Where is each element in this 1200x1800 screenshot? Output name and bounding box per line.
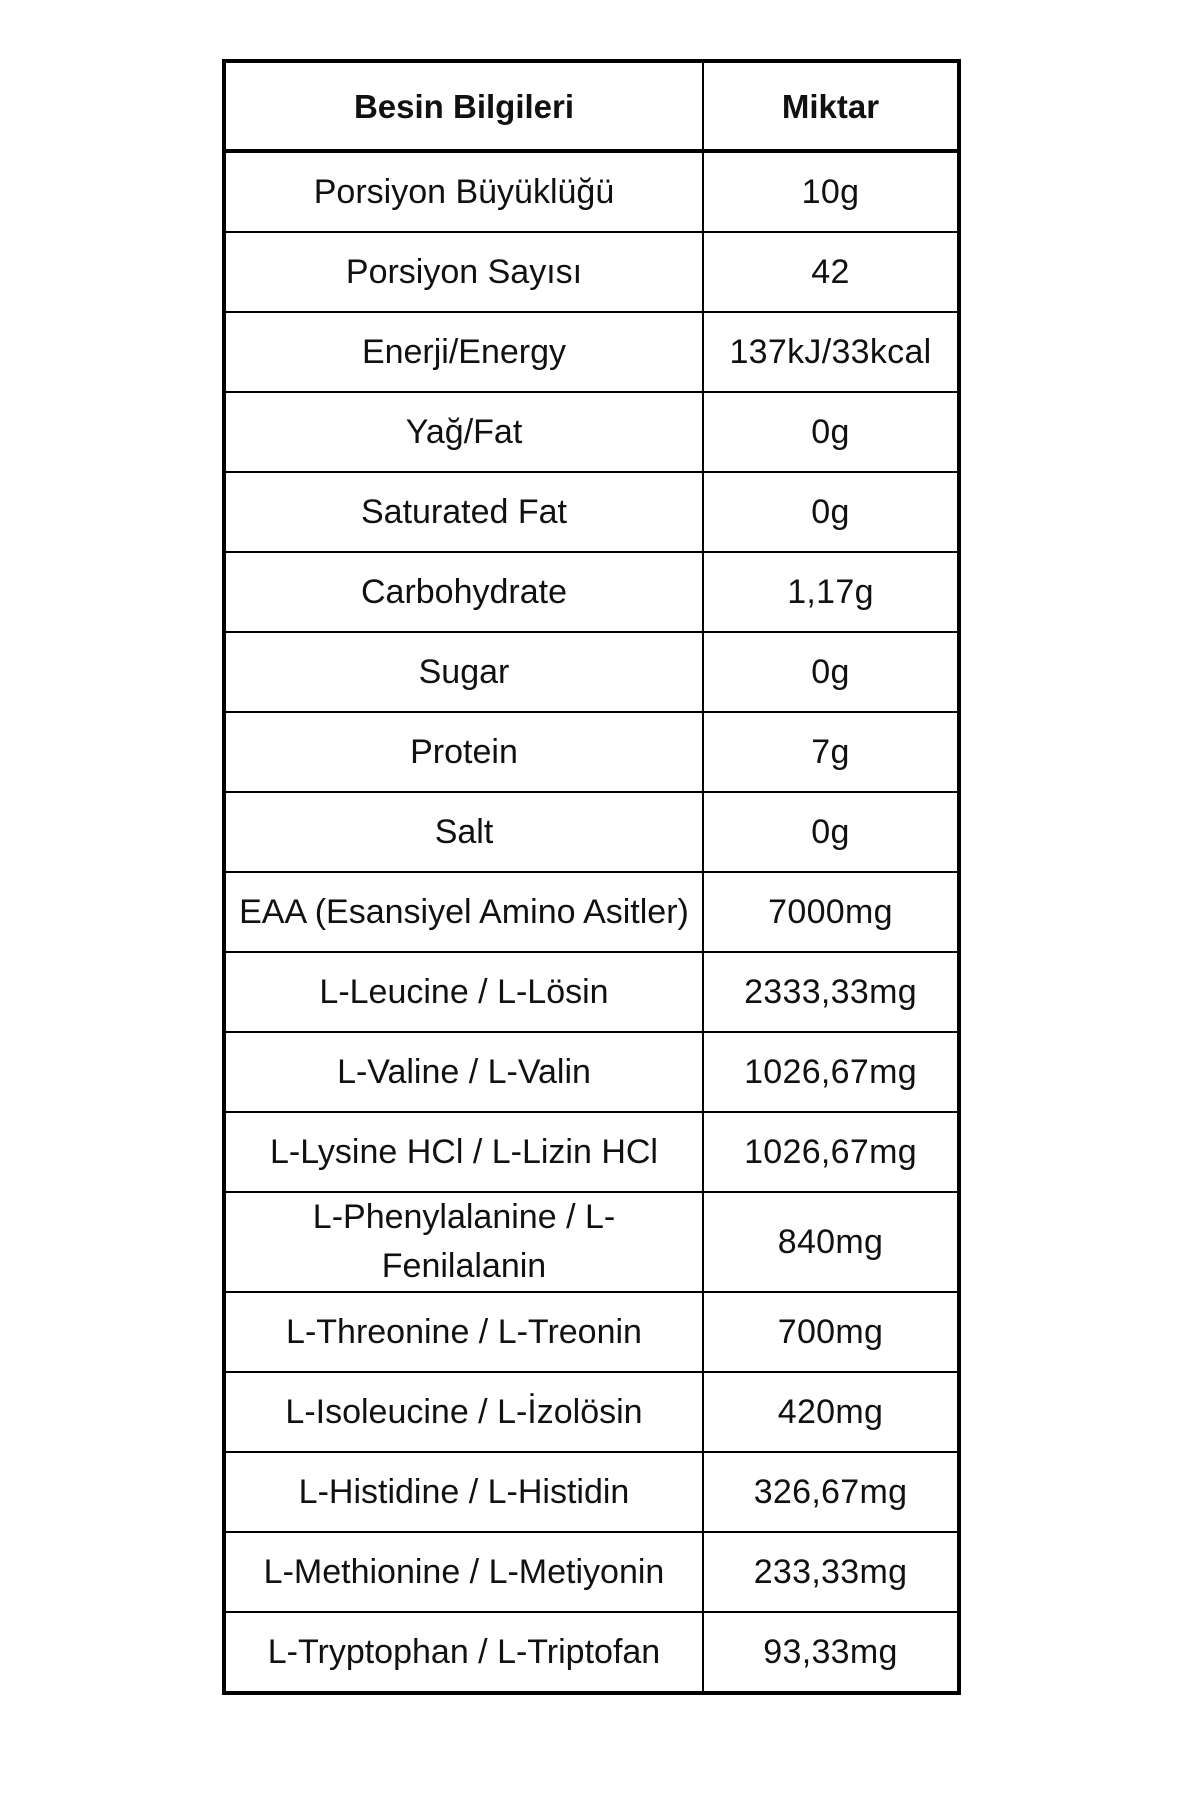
cell-nutrient: L-Methionine / L-Metiyonin: [224, 1532, 703, 1612]
table-row: [224, 1112, 959, 1192]
table-row: [224, 952, 959, 1032]
cell-amount: 7000mg: [703, 872, 959, 952]
table-row: [224, 392, 959, 472]
cell-nutrient: L-Histidine / L-Histidin: [224, 1452, 703, 1532]
cell-nutrient: EAA (Esansiyel Amino Asitler): [224, 872, 703, 952]
cell-amount: 10g: [703, 151, 959, 232]
header-nutrition-info: Besin Bilgileri: [224, 61, 703, 151]
cell-amount: 7g: [703, 712, 959, 792]
cell-nutrient: L-Isoleucine / L-İzolösin: [224, 1372, 703, 1452]
cell-amount: 233,33mg: [703, 1532, 959, 1612]
cell-amount: 1026,67mg: [703, 1112, 959, 1192]
table-row: [224, 151, 959, 232]
cell-nutrient: L-Valine / L-Valin: [224, 1032, 703, 1112]
table-row: [224, 552, 959, 632]
table-row: [224, 1452, 959, 1532]
table-header-row: [224, 61, 959, 151]
cell-amount: 42: [703, 232, 959, 312]
nutrition-facts-table: [222, 59, 961, 1695]
cell-nutrient: L-Tryptophan / L-Triptofan: [224, 1612, 703, 1693]
cell-nutrient: Enerji/Energy: [224, 312, 703, 392]
table-row: [224, 792, 959, 872]
cell-amount: 0g: [703, 632, 959, 712]
table-row: [224, 1032, 959, 1112]
table-row: [224, 1292, 959, 1372]
cell-nutrient: Porsiyon Büyüklüğü: [224, 151, 703, 232]
cell-amount: 1,17g: [703, 552, 959, 632]
table-row: [224, 1532, 959, 1612]
cell-amount: 0g: [703, 792, 959, 872]
cell-nutrient: Carbohydrate: [224, 552, 703, 632]
table-row: [224, 1372, 959, 1452]
cell-nutrient: L-Phenylalanine / L-Fenilalanin: [224, 1192, 703, 1292]
cell-nutrient: L-Threonine / L-Treonin: [224, 1292, 703, 1372]
table-row: [224, 312, 959, 392]
table-row: [224, 472, 959, 552]
cell-amount: 0g: [703, 472, 959, 552]
cell-amount: 137kJ/33kcal: [703, 312, 959, 392]
cell-amount: 700mg: [703, 1292, 959, 1372]
cell-amount: 93,33mg: [703, 1612, 959, 1693]
table-row: [224, 712, 959, 792]
header-amount: Miktar: [703, 61, 959, 151]
cell-amount: 2333,33mg: [703, 952, 959, 1032]
cell-nutrient: Sugar: [224, 632, 703, 712]
cell-amount: 0g: [703, 392, 959, 472]
cell-nutrient: Protein: [224, 712, 703, 792]
cell-amount: 1026,67mg: [703, 1032, 959, 1112]
cell-nutrient: L-Lysine HCl / L-Lizin HCl: [224, 1112, 703, 1192]
cell-nutrient: Yağ/Fat: [224, 392, 703, 472]
table-row: [224, 1192, 959, 1292]
cell-amount: 420mg: [703, 1372, 959, 1452]
cell-nutrient: Porsiyon Sayısı: [224, 232, 703, 312]
cell-amount: 840mg: [703, 1192, 959, 1292]
table-row: [224, 632, 959, 712]
cell-nutrient: L-Leucine / L-Lösin: [224, 952, 703, 1032]
cell-nutrient: Salt: [224, 792, 703, 872]
cell-amount: 326,67mg: [703, 1452, 959, 1532]
table-row: [224, 232, 959, 312]
table-row: [224, 872, 959, 952]
cell-nutrient: Saturated Fat: [224, 472, 703, 552]
table-row: [224, 1612, 959, 1693]
